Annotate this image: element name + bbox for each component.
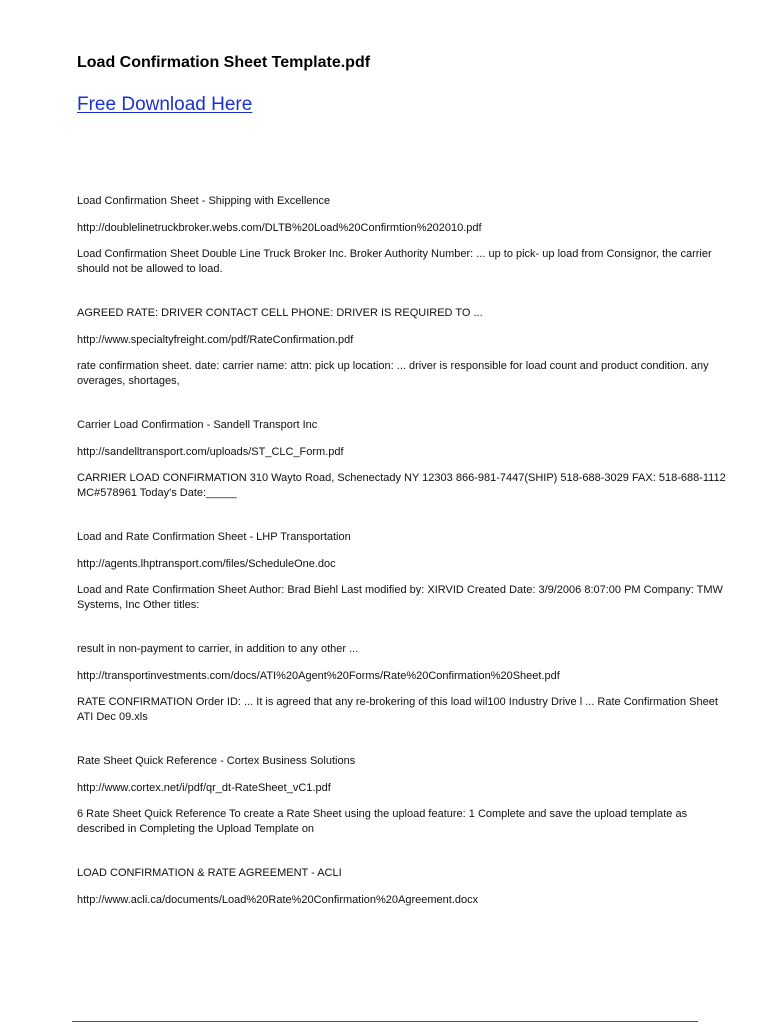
result-url[interactable]: http://transportinvestments.com/docs/ATI%20Agent%20Forms/Rate%20Confirmation%20Sheet.pdf <box>77 669 560 682</box>
result-title: Load and Rate Confirmation Sheet - LHP Transportation <box>77 531 351 543</box>
result-item <box>77 754 727 836</box>
result-title: AGREED RATE: DRIVER CONTACT CELL PHONE: DRIVER IS REQUIRED TO ... <box>77 307 483 319</box>
result-url[interactable]: http://agents.lhptransport.com/files/ScheduleOne.doc <box>77 557 336 570</box>
free-download-link[interactable]: Free Download Here <box>77 94 253 115</box>
result-title: LOAD CONFIRMATION & RATE AGREEMENT - ACLI <box>77 867 342 879</box>
footer-divider <box>72 1021 698 1022</box>
result-description: Load Confirmation Sheet Double Line Truck Broker Inc. Broker Authority Number: ... up to pick- up load from Consignor, the carrier should not be allowed to load. <box>77 248 712 275</box>
result-description: rate confirmation sheet. date: carrier name: attn: pick up location: ... driver is responsible for load count and product condition. any overages, shortages, <box>77 360 709 387</box>
result-url[interactable]: http://www.acli.ca/documents/Load%20Rate%20Confirmation%20Agreement.docx <box>77 893 479 906</box>
result-item <box>77 418 727 500</box>
result-description: CARRIER LOAD CONFIRMATION 310 Wayto Road, Schenectady NY 12303 866-981-7447(SHIP) 518-688-3029 FAX: 518-688-1112 MC#578961 Today's Date:_____ <box>77 472 726 499</box>
result-description: 6 Rate Sheet Quick Reference To create a Rate Sheet using the upload feature: 1 Complete and save the upload template as described in Completing the Upload Template on <box>77 808 688 835</box>
result-item <box>77 306 727 388</box>
result-url[interactable]: http://www.cortex.net/i/pdf/qr_dt-RateSheet_vC1.pdf <box>77 781 331 794</box>
result-url[interactable]: http://sandelltransport.com/uploads/ST_CLC_Form.pdf <box>77 445 344 458</box>
search-results-list <box>77 194 727 937</box>
page-title: Load Confirmation Sheet Template.pdf <box>77 54 371 71</box>
result-title: Rate Sheet Quick Reference - Cortex Business Solutions <box>77 755 356 767</box>
result-title: Carrier Load Confirmation - Sandell Transport Inc <box>77 419 318 431</box>
result-item <box>77 194 727 276</box>
result-item <box>77 642 727 724</box>
result-description: RATE CONFIRMATION Order ID: ... It is agreed that any re-brokering of this load wil100 Industry Drive l ... Rate Confirmation Sheet ATI Dec 09.xls <box>77 696 718 723</box>
result-url[interactable]: http://doublelinetruckbroker.webs.com/DLTB%20Load%20Confirmtion%202010.pdf <box>77 221 482 234</box>
result-description: Load and Rate Confirmation Sheet Author: Brad Biehl Last modified by: XIRVID Created Date: 3/9/2006 8:07:00 PM Company: TMW Systems, Inc Other titles: <box>77 584 723 611</box>
result-title: result in non-payment to carrier, in addition to any other ... <box>77 643 359 655</box>
result-url[interactable]: http://www.specialtyfreight.com/pdf/RateConfirmation.pdf <box>77 333 354 346</box>
result-item <box>77 866 727 907</box>
result-item <box>77 530 727 612</box>
result-title: Load Confirmation Sheet - Shipping with Excellence <box>77 195 331 207</box>
